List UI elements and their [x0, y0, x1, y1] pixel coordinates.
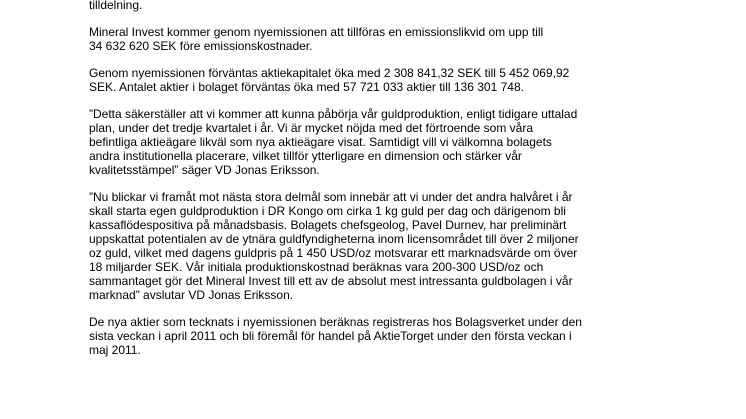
text-line: Mineral Invest kommer genom nyemissionen att tillföras en emissionslikvid om upp till [89, 25, 544, 39]
text-line: sista veckan i april 2011 och bli föremål för handel på AktieTorget under den första veckan i [89, 329, 572, 343]
paragraph-gap [89, 12, 719, 25]
text-line: tilldelning. [89, 0, 143, 12]
text-line: De nya aktier som tecknats i nyemissionen beräknas registreras hos Bolagsverket under den [89, 315, 582, 329]
text-line: marknad” avslutar VD Jonas Eriksson. [89, 288, 294, 302]
text-line: befintliga aktieägare likväl som nya aktieägare visat. Samtidigt vill vi välkomna bolagets [89, 135, 552, 149]
text-line: 18 miljarder SEK. Vår initiala produktionskostnad beräknas vara 200-300 USD/oz och [89, 260, 544, 274]
paragraph-gap [89, 94, 719, 107]
text-line: ”Nu blickar vi framåt mot nästa stora delmål som innebär att vi under det andra halvåret i år [89, 190, 573, 204]
paragraph-gap [89, 177, 719, 190]
text-line: ”Detta säkerställer att vi kommer att kunna påbörja vår guldproduktion, enligt tidigare uttalad [89, 107, 578, 121]
text-line: kvalitetsstämpel” säger VD Jonas Eriksson. [89, 163, 320, 177]
document-body [89, 0, 719, 357]
text-line: skall starta egen guldproduktion i DR Kongo om cirka 1 kg guld per dag och därigenom bli [89, 204, 566, 218]
text-line: uppskattat potentialen av de ytnära guldfyndigheterna inom licensområdet till över 2 miljoner [89, 232, 579, 246]
text-line: kassaflödespositiva på månadsbasis. Bolagets chefsgeolog, Pavel Durnev, har preliminärt [89, 218, 567, 232]
text-line: plan, under det tredje kvartalet i år. Vi är mycket nöjda med det förtroende som våra [89, 121, 534, 135]
text-line: maj 2011. [89, 343, 141, 357]
paragraph-gap [89, 53, 719, 66]
text-line: Genom nyemissionen förväntas aktiekapitalet öka med 2 308 841,32 SEK till 5 452 069,92 [89, 66, 570, 80]
text-line: oz guld, vilket med dagens guldpris på 1 450 USD/oz motsvarar ett marknadsvärde om över [89, 246, 578, 260]
paragraph-gap [89, 302, 719, 315]
text-line: sammantaget gör det Mineral Invest till ett av de absolut mest intressanta guldbolagen i vår [89, 274, 573, 288]
text-line: SEK. Antalet aktier i bolaget förväntas öka med 57 721 033 aktier till 136 301 748. [89, 80, 524, 94]
text-line: andra institutionella placerare, vilket tillför ytterligare en dimension och stärker vår [89, 149, 522, 163]
text-line: 34 632 620 SEK före emissionskostnader. [89, 39, 313, 53]
